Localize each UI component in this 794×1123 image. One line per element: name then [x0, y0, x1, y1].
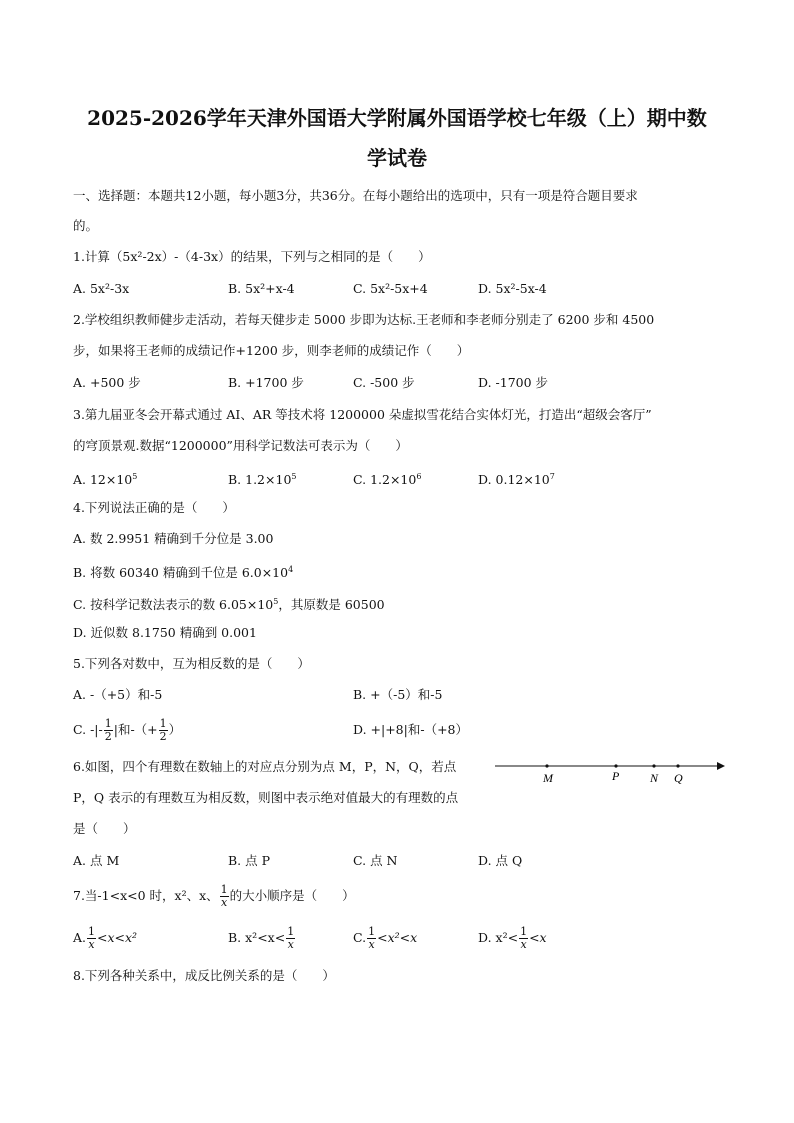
exam-title-line2: 学试卷 — [367, 146, 427, 170]
fraction: $\frac{1}{x}$ — [88, 925, 96, 951]
fraction: $\frac{1}{2}$ — [104, 717, 112, 743]
q1-stem: 1.计算（5x²-2x）-（4-3x）的结果，下列与之相同的是（ ） — [73, 249, 431, 264]
q1-option-a: A. 5x²-3x — [73, 281, 130, 296]
q6-stem-line3: 是（ ） — [73, 821, 136, 836]
point-q — [676, 764, 679, 767]
q2-stem-line1: 2.学校组织教师健步走活动，若每天健步走 5000 步即为达标.王老师和李老师分别走了 6200 步和 4500 — [73, 312, 655, 327]
exam-title-line1: 2025-2026学年天津外国语大学附属外国语学校七年级（上）期中数 — [87, 106, 707, 130]
q3-option-d: D. $0.12\times 10^7$ — [478, 472, 555, 487]
section-intro-line1: 一、选择题：本题共12小题，每小题3分，共36分。在每小题给出的选项中，只有一项是符合题目要求 — [73, 188, 638, 203]
q7-option-c: C. $\frac{1}{x}$ <x²<x — [353, 925, 418, 951]
point-m — [545, 764, 548, 767]
q3-option-c: C. $1.2\times 10^6$ — [353, 472, 422, 487]
fraction: $\frac{1}{x}$ — [520, 925, 528, 951]
label-m: M — [543, 771, 553, 785]
fraction: $\frac{1}{2}$ — [159, 717, 167, 743]
q7-option-d: D. x²< $\frac{1}{x}$ <x — [478, 925, 547, 951]
q1-option-d: D. 5x²-5x-4 — [478, 281, 547, 296]
q2-option-d: D. -1700 步 — [478, 375, 549, 390]
number-line-figure — [495, 756, 725, 786]
q7-option-b: B. x²<x< $\frac{1}{x}$ — [228, 925, 295, 951]
q2-option-b: B. +1700 步 — [228, 375, 304, 390]
q4-option-a: A. 数 2.9951 精确到千分位是 3.00 — [73, 531, 274, 546]
q6-option-d: D. 点 Q — [478, 853, 523, 868]
q5-stem: 5.下列各对数中，互为相反数的是（ ） — [73, 656, 310, 671]
q4-option-c: C. 按科学记数法表示的数 $6.05\times 10^5$，其原数是 60500 — [73, 597, 385, 612]
section-intro-line2: 的。 — [73, 218, 99, 233]
label-q: Q — [674, 771, 683, 785]
point-n — [652, 764, 655, 767]
q5-option-d: D. +|+8|和-（+8） — [353, 722, 468, 737]
q7-option-a: A. $\frac{1}{x}$ <x<x² — [73, 925, 138, 951]
q2-option-a: A. +500 步 — [73, 375, 141, 390]
q4-option-d: D. 近似数 8.1750 精确到 0.001 — [73, 625, 257, 640]
q5-option-c: C. -|- $\frac{1}{2}$ |和-（+ $\frac{1}{2}$ ） — [73, 717, 182, 743]
fraction: $\frac{1}{x}$ — [368, 925, 376, 951]
q6-option-a: A. 点 M — [73, 853, 120, 868]
q5-option-b: B. +（-5）和-5 — [353, 687, 443, 702]
q6-stem-line1: 6.如图，四个有理数在数轴上的对应点分别为点 M，P，N，Q，若点 — [73, 759, 457, 774]
label-n: N — [650, 771, 659, 785]
q2-option-c: C. -500 步 — [353, 375, 415, 390]
q8-stem: 8.下列各种关系中，成反比例关系的是（ ） — [73, 968, 335, 983]
q6-stem-line2: P，Q 表示的有理数互为相反数，则图中表示绝对值最大的有理数的点 — [73, 790, 459, 805]
fraction: $\frac{1}{x}$ — [287, 925, 295, 951]
q6-option-c: C. 点 N — [353, 853, 398, 868]
q3-stem-line2: 的穹顶景观.数据“1200000”用科学记数法可表示为（ ） — [73, 438, 408, 453]
q4-stem: 4.下列说法正确的是（ ） — [73, 500, 235, 515]
fraction: $\frac{1}{x}$ — [220, 883, 228, 909]
q2-stem-line2: 步，如果将王老师的成绩记作+1200 步，则李老师的成绩记作（ ） — [73, 343, 470, 358]
q1-option-b: B. 5x²+x-4 — [228, 281, 295, 296]
q3-stem-line1: 3.第九届亚冬会开幕式通过 AI、AR 等技术将 1200000 朵虚拟雪花结合实体灯光，打造出“超级会客厅” — [73, 407, 652, 422]
q4-option-b: B. 将数 60340 精确到千位是 $6.0\times 10^4$ — [73, 565, 294, 580]
point-p — [614, 764, 617, 767]
q3-option-a: A. $12\times 10^5$ — [73, 472, 138, 487]
q3-option-b: B. $1.2\times 10^5$ — [228, 472, 297, 487]
label-p: P — [612, 769, 620, 783]
q5-option-a: A. -（+5）和-5 — [73, 687, 163, 702]
q7-stem: 7.当-1<x<0 时，x²、x、 $\frac{1}{x}$ 的大小顺序是（ ） — [73, 883, 355, 909]
q6-option-b: B. 点 P — [228, 853, 271, 868]
arrow-icon — [717, 762, 725, 770]
q1-option-c: C. 5x²-5x+4 — [353, 281, 428, 296]
